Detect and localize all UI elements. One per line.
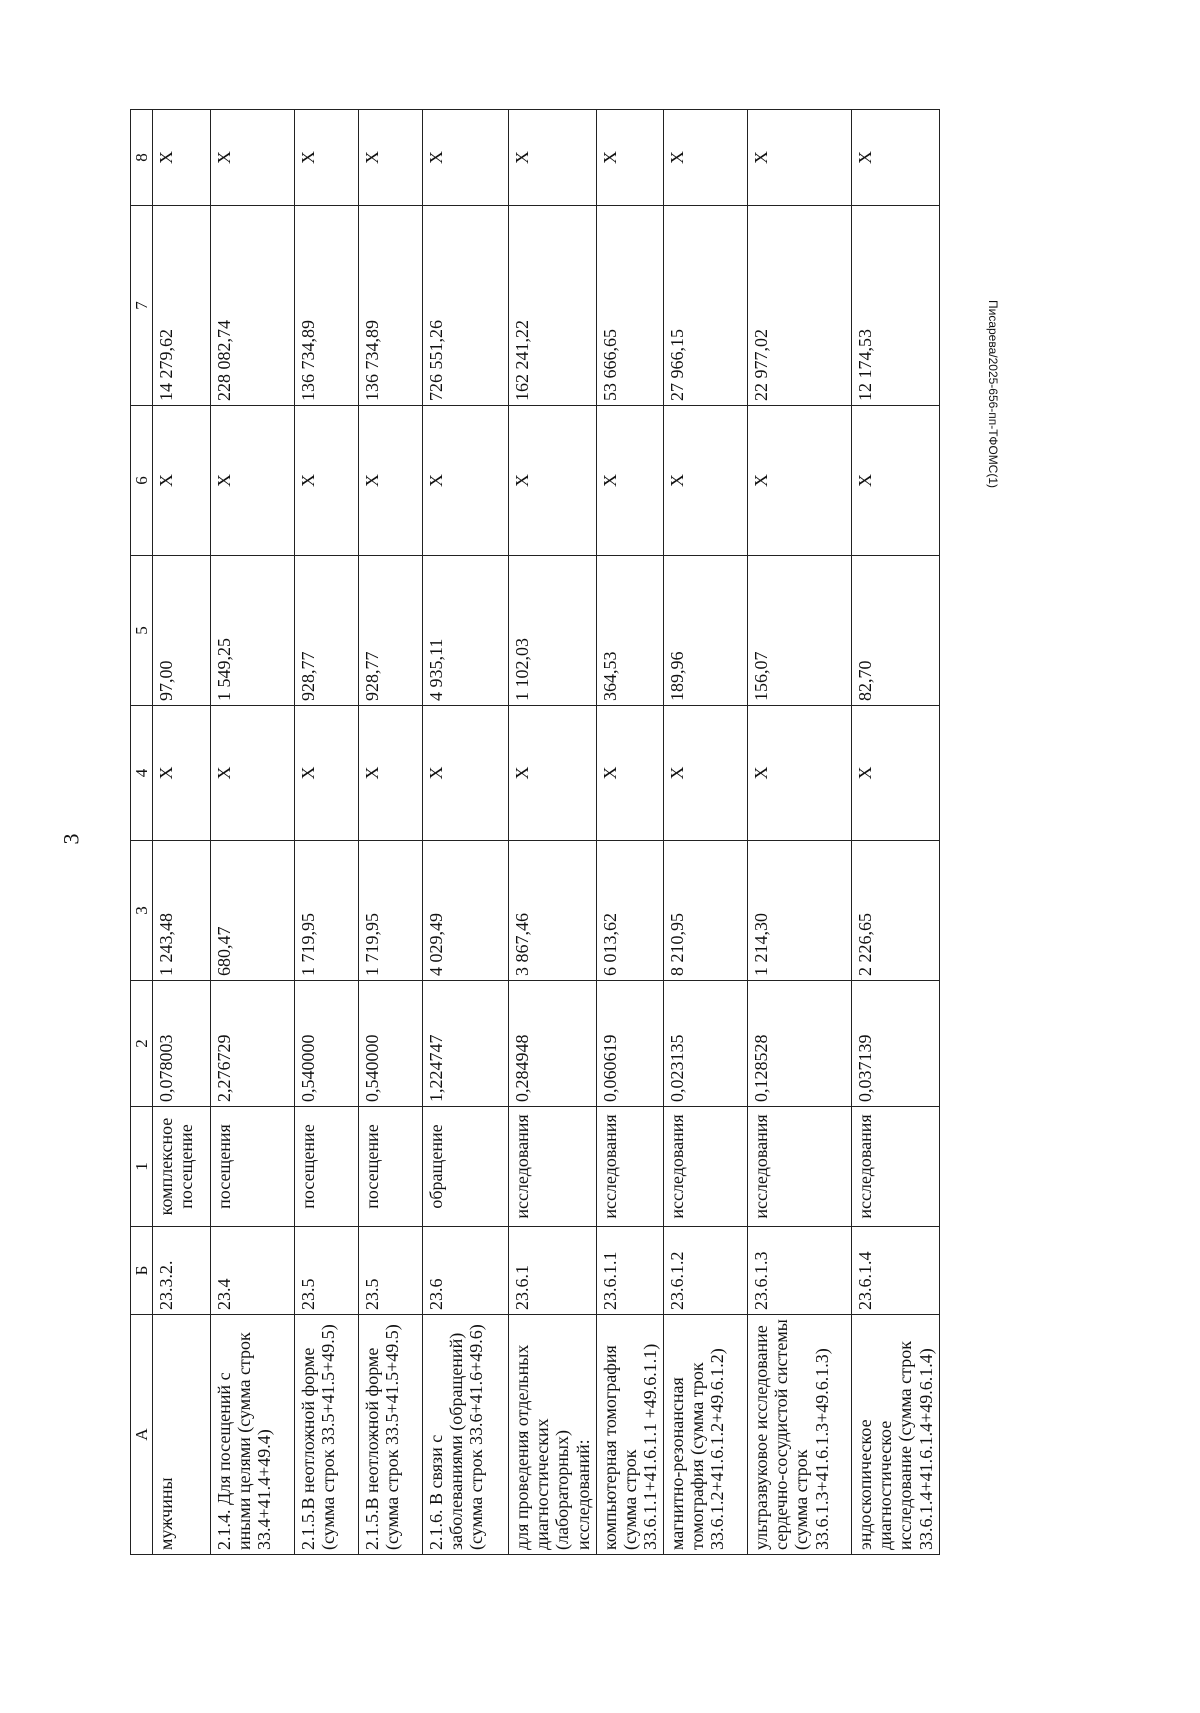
- table-row: [596, 110, 663, 1555]
- row-value-7: 228 082,74: [211, 206, 295, 406]
- row-value-6: X: [153, 406, 211, 556]
- row-value-2: 0,128528: [748, 981, 852, 1107]
- row-value-5: 928,77: [295, 556, 359, 706]
- row-value-8: X: [596, 110, 663, 206]
- row-value-3: 680,47: [211, 841, 295, 981]
- row-value-7: 162 241,22: [509, 206, 597, 406]
- row-code: 23.5: [359, 1227, 423, 1315]
- header-cell-4: 4: [131, 706, 153, 841]
- header-cell-1: 1: [131, 1107, 153, 1227]
- row-unit: обращение: [423, 1107, 509, 1227]
- row-value-5: 189,96: [664, 556, 748, 706]
- row-label: компьютерная томография (сумма строк 33.6.1.1+41.6.1.1 +49.6.1.1): [596, 1315, 663, 1555]
- row-label: для проведения отдельных диагностических (лабораторных) исследований:: [509, 1315, 597, 1555]
- row-value-7: 22 977,02: [748, 206, 852, 406]
- header-cell-8: 8: [131, 110, 153, 206]
- row-value-4: X: [509, 706, 597, 841]
- row-code: 23.6.1.2: [664, 1227, 748, 1315]
- table-row: [211, 110, 295, 1555]
- page-number: 3: [58, 833, 84, 845]
- row-label: мужчины: [153, 1315, 211, 1555]
- row-value-5: 364,53: [596, 556, 663, 706]
- row-code: 23.6.1.4: [852, 1227, 940, 1315]
- row-value-8: X: [359, 110, 423, 206]
- row-value-8: X: [664, 110, 748, 206]
- row-value-7: 14 279,62: [153, 206, 211, 406]
- row-value-2: 0,540000: [359, 981, 423, 1107]
- row-value-2: 1,224747: [423, 981, 509, 1107]
- row-value-6: X: [748, 406, 852, 556]
- row-unit: комплексное посещение: [153, 1107, 211, 1227]
- row-label: ультразвуковое исследование сердечно-сосудистой системы (сумма строк 33.6.1.3+41.6.1.3+49.6.1.3): [748, 1315, 852, 1555]
- row-value-2: 0,023135: [664, 981, 748, 1107]
- header-cell-b: Б: [131, 1227, 153, 1315]
- row-value-2: 0,060619: [596, 981, 663, 1107]
- row-value-6: X: [359, 406, 423, 556]
- row-value-8: X: [153, 110, 211, 206]
- row-unit: исследования: [748, 1107, 852, 1227]
- row-value-3: 8 210,95: [664, 841, 748, 981]
- row-value-6: X: [596, 406, 663, 556]
- row-value-5: 97,00: [153, 556, 211, 706]
- header-cell-6: 6: [131, 406, 153, 556]
- row-value-3: 6 013,62: [596, 841, 663, 981]
- table-row: [509, 110, 597, 1555]
- data-table: [130, 109, 940, 1555]
- row-value-4: X: [359, 706, 423, 841]
- table-row: [664, 110, 748, 1555]
- row-code: 23.6.1.1: [596, 1227, 663, 1315]
- row-value-7: 27 966,15: [664, 206, 748, 406]
- row-value-8: X: [295, 110, 359, 206]
- row-value-7: 136 734,89: [359, 206, 423, 406]
- row-value-5: 1 102,03: [509, 556, 597, 706]
- row-value-8: X: [423, 110, 509, 206]
- row-value-2: 0,078003: [153, 981, 211, 1107]
- row-value-6: X: [211, 406, 295, 556]
- row-value-8: X: [852, 110, 940, 206]
- row-code: 23.6: [423, 1227, 509, 1315]
- row-value-4: X: [596, 706, 663, 841]
- header-row: [131, 110, 153, 1555]
- row-value-4: X: [748, 706, 852, 841]
- row-code: 23.5: [295, 1227, 359, 1315]
- row-label: 2.1.4. Для посещений с иными целями (сумма строк 33.4+41.4+49.4): [211, 1315, 295, 1555]
- row-code: 23.4: [211, 1227, 295, 1315]
- row-value-3: 1 719,95: [295, 841, 359, 981]
- row-value-3: 1 214,30: [748, 841, 852, 981]
- row-value-4: X: [664, 706, 748, 841]
- row-value-5: 928,77: [359, 556, 423, 706]
- row-value-2: 0,540000: [295, 981, 359, 1107]
- rotated-table-container: [130, 105, 940, 1555]
- row-value-2: 2,276729: [211, 981, 295, 1107]
- row-value-6: X: [852, 406, 940, 556]
- row-value-6: X: [509, 406, 597, 556]
- row-value-4: X: [295, 706, 359, 841]
- row-value-3: 4 029,49: [423, 841, 509, 981]
- header-cell-a: А: [131, 1315, 153, 1555]
- header-cell-2: 2: [131, 981, 153, 1107]
- row-value-3: 3 867,46: [509, 841, 597, 981]
- row-unit: посещение: [295, 1107, 359, 1227]
- row-value-2: 0,037139: [852, 981, 940, 1107]
- row-value-4: X: [852, 706, 940, 841]
- row-value-8: X: [211, 110, 295, 206]
- row-value-7: 726 551,26: [423, 206, 509, 406]
- document-code: Писарева/2025-656-пп-ТФОМС(1): [986, 300, 1000, 489]
- row-value-5: 1 549,25: [211, 556, 295, 706]
- row-code: 23.6.1.3: [748, 1227, 852, 1315]
- row-value-6: X: [423, 406, 509, 556]
- row-unit: посещение: [359, 1107, 423, 1227]
- row-value-8: X: [748, 110, 852, 206]
- table-row: [359, 110, 423, 1555]
- row-value-5: 4 935,11: [423, 556, 509, 706]
- row-unit: исследования: [664, 1107, 748, 1227]
- header-cell-5: 5: [131, 556, 153, 706]
- row-label: 2.1.5.В неотложной форме (сумма строк 33.5+41.5+49.5): [295, 1315, 359, 1555]
- row-value-2: 0,284948: [509, 981, 597, 1107]
- row-unit: посещения: [211, 1107, 295, 1227]
- row-label: эндоскопическое диагностическое исследование (сумма строк 33.6.1.4+41.6.1.4+49.6.1.4): [852, 1315, 940, 1555]
- row-value-3: 1 719,95: [359, 841, 423, 981]
- table-row: [852, 110, 940, 1555]
- row-value-4: X: [423, 706, 509, 841]
- row-value-4: X: [211, 706, 295, 841]
- row-value-7: 53 666,65: [596, 206, 663, 406]
- table-row: [295, 110, 359, 1555]
- row-value-5: 82,70: [852, 556, 940, 706]
- row-label: 2.1.6. В связи с заболеваниями (обращений) (сумма строк 33.6+41.6+49.6): [423, 1315, 509, 1555]
- row-code: 23.3.2.: [153, 1227, 211, 1315]
- row-label: магнитно-резонансная томография (сумма трок 33.6.1.2+41.6.1.2+49.6.1.2): [664, 1315, 748, 1555]
- table-row: [748, 110, 852, 1555]
- table-row: [423, 110, 509, 1555]
- header-cell-7: 7: [131, 206, 153, 406]
- row-value-3: 1 243,48: [153, 841, 211, 981]
- row-value-8: X: [509, 110, 597, 206]
- row-value-6: X: [295, 406, 359, 556]
- row-unit: исследования: [596, 1107, 663, 1227]
- row-label: 2.1.5.В неотложной форме (сумма строк 33.5+41.5+49.5): [359, 1315, 423, 1555]
- row-value-7: 136 734,89: [295, 206, 359, 406]
- row-unit: исследования: [852, 1107, 940, 1227]
- header-cell-3: 3: [131, 841, 153, 981]
- row-value-5: 156,07: [748, 556, 852, 706]
- row-value-7: 12 174,53: [852, 206, 940, 406]
- row-unit: исследования: [509, 1107, 597, 1227]
- row-value-3: 2 226,65: [852, 841, 940, 981]
- row-value-6: X: [664, 406, 748, 556]
- row-code: 23.6.1: [509, 1227, 597, 1315]
- row-value-4: X: [153, 706, 211, 841]
- table-row: [153, 110, 211, 1555]
